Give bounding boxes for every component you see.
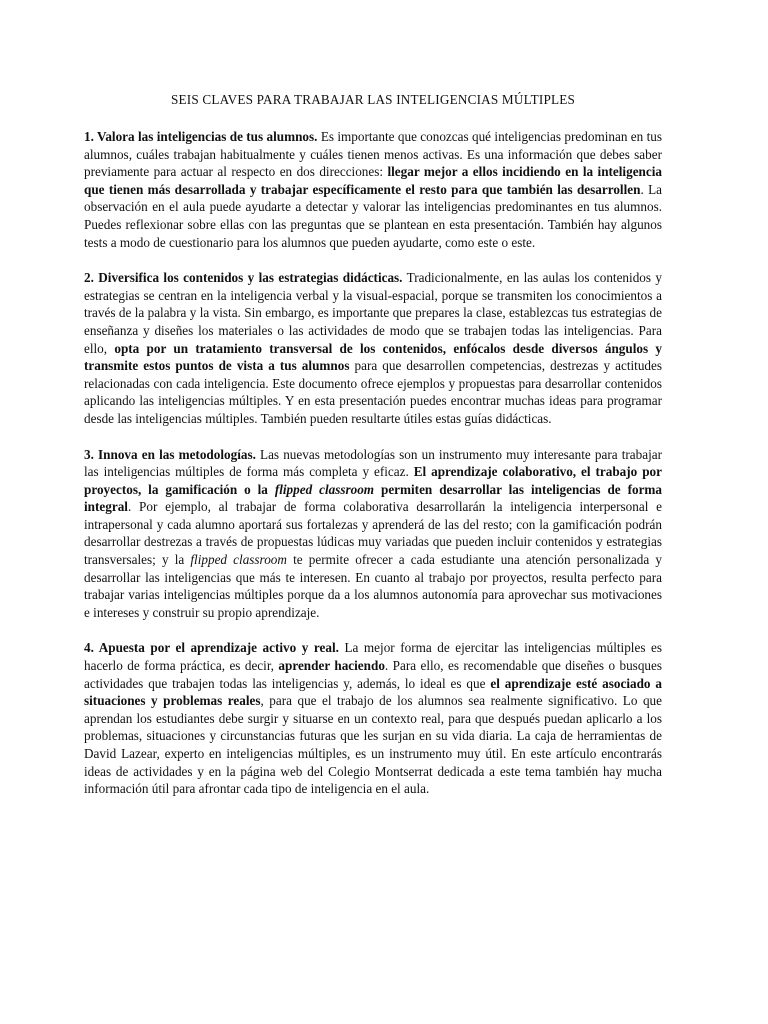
text-run: . Por ejemplo, al trabajar de forma colaborativa desarrollarán la inteligencia interpersonal e intrapersonal y cada alumno aportará sus fortalezas y aprenderá de las del resto; con la gamificación podrán desarrollar destrezas a través de propuestas lúdicas muy variadas que pueden incluir contenidos y estrategias transversales; y la bbox=[84, 499, 662, 568]
text-run: . La observación en el aula puede ayudarte a detectar y valorar las inteligencias predominantes en tus alumnos. Puedes reflexionar sobre ellas con las preguntas que se plantean en esta presentación. También hay algunos tests a modo de cuestionario para los alumnos que pueden ayudarte, como este o este. bbox=[84, 181, 662, 250]
text-run: llegar mejor a ellos incidiendo en la inteligencia que tienen más desarrollada y trabajar específicamente el resto para que también las desarrollen bbox=[84, 164, 662, 197]
text-run: flipped classroom bbox=[190, 552, 287, 568]
text-run: para que desarrollen competencias, destrezas y actitudes relacionadas con cada inteligencia. Este documento ofrece ejemplos y propuestas para desarrollar contenidos aplicando las inteligencias múltiples. Y en esta presentación puedes encontrar muchas ideas para programar desde las inteligencias múltiples. También pueden resultarte útiles estas guías didácticas. bbox=[84, 358, 662, 426]
text-run: el aprendizaje esté asociado a situaciones y problemas reales bbox=[84, 675, 662, 709]
text-run: , para que el trabajo de los alumnos sea realmente significativo. Lo que aprendan los estudiantes debe surgir y situarse en un contexto real, para que después puedan aplicarlo a los problemas, situaciones y circunstancias futuras que les surjan en su vida diaria. La caja de herramientas de David Lazear, experto en inteligencias múltiples, es un instrumento muy útil. En este artículo encontrarás ideas de actividades y en la página web del Colegio Montserrat dedicada a este tema también hay mucha información útil para afrontar cada tipo de inteligencia en el aula. bbox=[84, 693, 662, 797]
text-run: . Para ello, es recomendable que diseñes o busques actividades que trabajen todas las inteligencias y, además, lo ideal es que bbox=[84, 658, 662, 691]
section-paragraph-3 bbox=[84, 446, 662, 622]
text-run: te permite ofrecer a cada estudiante una atención personalizada y desarrollar las inteligencias que más te interesen. En cuanto al trabajo por proyectos, resulta perfecto para trabajar varias inteligencias múltiples porque da a los alumnos autonomía para aprovechar sus motivaciones e intereses y construir su propio aprendizaje. bbox=[84, 552, 662, 620]
text-run: 3. Innova en las metodologías. bbox=[84, 446, 256, 462]
text-run: flipped classroom bbox=[274, 481, 375, 497]
text-run: 2. Diversifica los contenidos y las estrategias didácticas. bbox=[84, 270, 403, 286]
section-paragraph-1 bbox=[84, 128, 662, 251]
text-run: 1. Valora las inteligencias de tus alumnos. bbox=[84, 129, 318, 144]
document-page bbox=[84, 92, 662, 816]
text-run: 4. Apuesta por el aprendizaje activo y real. bbox=[84, 640, 339, 656]
text-run: Las nuevas metodologías son un instrumento muy interesante para trabajar las inteligencias múltiples de forma más completa y eficaz. bbox=[84, 446, 662, 480]
text-run: La mejor forma de ejercitar las inteligencias múltiples es hacerlo de forma práctica, es decir, bbox=[84, 640, 662, 674]
text-run: El aprendizaje colaborativo, el trabajo por proyectos, la gamificación o la bbox=[84, 464, 662, 497]
text-run: aprender haciendo bbox=[278, 658, 385, 674]
text-run: opta por un tratamiento transversal de los contenidos, enfócalos desde diversos ángulos y transmite estos puntos de vista a tus alumnos bbox=[84, 340, 662, 374]
text-run: permiten desarrollar las inteligencias de forma integral bbox=[84, 481, 663, 515]
text-run: Es importante que conozcas qué inteligencias predominan en tus alumnos, cuáles trabajan habitualmente y cuáles tienen menos activas. Es una información que debes saber previamente para actuar al respecto en dos direcciones: bbox=[84, 129, 662, 180]
document-title: SEIS CLAVES PARA TRABAJAR LAS INTELIGENCIAS MÚLTIPLES bbox=[170, 92, 576, 107]
text-run: Tradicionalmente, en las aulas los contenidos y estrategias se centran en la inteligencia verbal y la visual-espacial, porque se transmiten los conocimientos a través de la palabra y la vista. Sin embargo, es importante que prepares la clase, establezcas tus estrategias de enseñanza y diseñes los materiales o las actividades de modo que se trabajen todas las inteligencias. Para ello, bbox=[84, 270, 662, 356]
section-paragraph-4 bbox=[84, 639, 662, 797]
section-paragraph-2 bbox=[84, 269, 662, 427]
document-body bbox=[84, 128, 662, 798]
